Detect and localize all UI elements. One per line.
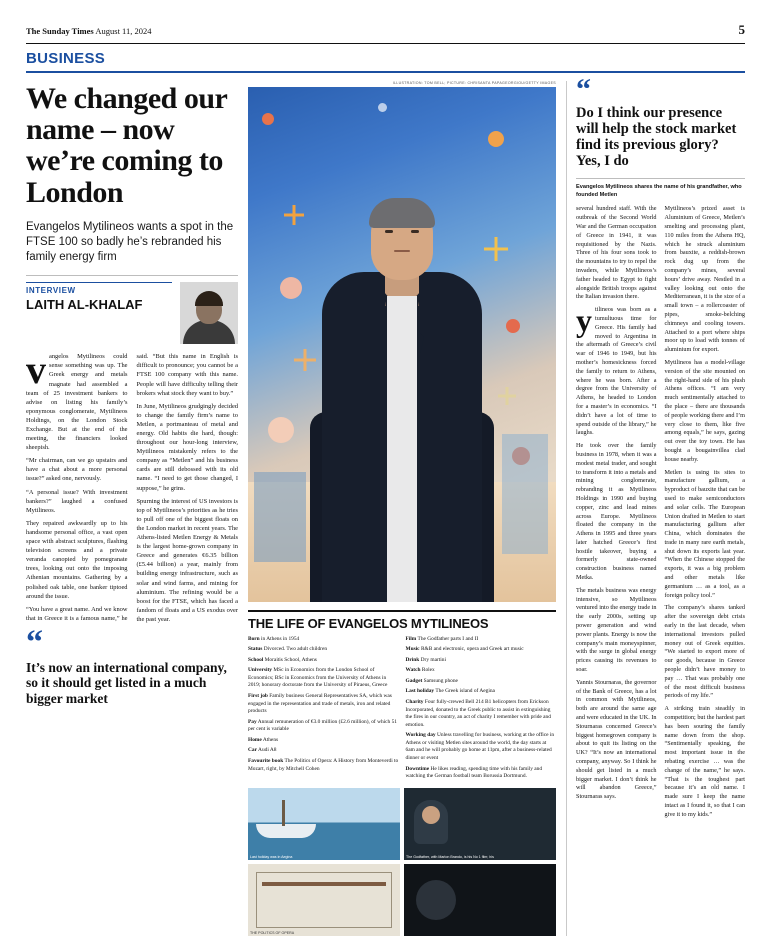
paragraph: The metals business was energy intensive, so Mytilineos ventured into the energy trade in the early 2000s, setting up power generation and wind power plants. Energy is now the company’s main moneyspinner, with the surge in global energy prices causing its revenues to soar. [576, 586, 657, 674]
fact-item: Watch Rolex [405, 667, 435, 674]
byline [26, 282, 238, 344]
fact-item: Music R&B and electronic, opera and Greek art music [405, 646, 524, 653]
paragraph: In June, Mytilineos grudgingly decided to change the family firm’s name to Metlen, a portmanteau of metal and energy. Old habits die hard, though: throughout our hour-long interview, Mytilineos mistakenly refers to the company as “Metlen” and his business cards are still debossed with its old name. “I need to get those changed, I suppose,” he grins. [136, 402, 238, 492]
thumbnail-misc [404, 864, 556, 936]
section-title: BUSINESS [26, 50, 106, 67]
thumbnail-grid [248, 788, 556, 936]
publication-name: The Sunday Times [26, 26, 94, 36]
fact-item: Pay Annual remuneration of €3.0 million (£2.6 million), of which 51 per cent is variable [248, 718, 397, 733]
fact-item: Film The Godfather parts I and II [405, 635, 479, 642]
page-grid [26, 73, 745, 935]
interview-kicker: INTERVIEW [26, 282, 172, 295]
author-name: LAITH AL-KHALAF [26, 297, 143, 313]
paragraph: “You have a great name. And we know that in Greece it is a famous name,” he said. “But this name in English is difficult to pronounce; you cannot be a FTSE 100 company with this name. People will have difficulty telling their brokers what stock they want to buy.” [26, 353, 238, 622]
column-left [26, 81, 238, 936]
column-middle [248, 81, 556, 936]
sidebar-headline: Do I think our presence will help the stock market find its previous glory? Yes, I do [576, 105, 737, 169]
thumbnail-book [248, 864, 400, 936]
paragraph: A striking train steadily in competition; but the hardest part has been souring the family name down from the shop. “Sentimentally speaking, the most important issue in the rebating exercise … was the change of the name,” he says. “That is the toughest part because it’s an old name. I made sure I keep the name intact as I found it, so that I can give it to my kids.” [664, 705, 745, 818]
paragraph: Metlen is using its sites to manufacture gallium, a byproduct of bauxite that can be used to make semiconductors and solar cells. The European Union drafted in Metlen to start manufacturing gallium after China, which dominates the trade in many rare earth metals, shut down its exports last year. “When the Chinese stopped the exports, it was a big problem and other metals like germanium … as a tool, as a foreign policy tool.” [664, 468, 745, 599]
thumbnail-caption: The Godfather, with Marlon Brando, is his No 1 film; his [406, 854, 494, 859]
avatar [180, 282, 238, 344]
paragraph: “Mr chairman, can we go upstairs and have a chat about a more personal issue?” asked one, nervously. [26, 457, 128, 483]
paragraph: Spurning the interest of US investors is top of Mytilineos’s priorities as he tries to pull off one of the biggest floats on the London market in recent years. The Athens-listed Metlen Energy & Metals is the largest home-grown company in Greece and generates €6.35 billion (£5.44 billion) a year, mainly from building energy infrastructure, such as solar and wind farms, and mining for aluminium. The refining would be a boost for the FTSE, which has faced a fandom of floats and a US exodus over the past year. [136, 497, 238, 623]
paragraph: They repaired awkwardly up to his handsome personal office, a vast open space with abstract sculptures, flashing television screens and a private veranda canopied by pomegranate trees, looking out onto the imposing Athenian mountains. Gathering by a polished oak table, one banker tiptoed around the issue. [26, 519, 128, 600]
fact-item: Drink Dry martini [405, 656, 446, 663]
page-title: We changed our name – now we’re coming to London [26, 82, 227, 209]
paragraph: He took over the family business in 1978, when it was a modest metal trader, and sought to transform it into a metals and mining conglomerate, rebranding it as Mytilineos Holdings in 1990 and buying copper, zinc and lead mines across Europe. Mytilineos floated the company in the Athens in 1995 and three years later hatched Greece’s first hostile takeover, buying a formerly state-owned construction business named Metka. [576, 442, 657, 582]
paragraph: The company’s shares tanked after the sovereign debt crisis early in the last decade, when international investors pulled money out of Greek equities. “We started to export more of our goods, because in Greece people didn’t have money to pay … That was probably one of the most difficult business periods of my life.” [664, 604, 745, 700]
masthead [26, 22, 745, 44]
fact-item: Last holiday The Greek island of Aegina [405, 688, 495, 695]
section-bar [26, 50, 745, 73]
fact-item: Downtime He likes reading, spending time with his family and watching the German football team Borussia Dortmund. [405, 765, 543, 780]
quote-mark-icon: “ [576, 73, 591, 106]
fact-item: Working day Unless travelling for business, working at the office in Athens or visiting Metlen sites around the world, the day starts at 6am and he will probably go home at 11pm, after a business-related dinner or event [405, 732, 555, 761]
fact-panel-col-left [248, 636, 399, 784]
paragraph: Mytilineos has a model-village version of the site mounted on the right-hand side of his plush Athens offices. “I am very much sentimentally attached to the place – there are thousands of people working there and I’m very close to them, like five among equals,” he says, gazing out over the toy town. He has bought a bougainvillea clad house nearby. [664, 358, 745, 463]
fact-item: Home Athens [248, 736, 279, 743]
fact-panel-col-right [406, 636, 557, 784]
thumbnail-caption: THE POLITICS OF OPERA [250, 930, 295, 935]
photo-credit: ILLUSTRATION: TOM BELL; PICTURE: CHRISANTA PAPAGEORGIOU/GETTY IMAGES [392, 81, 556, 85]
sidebar-kicker: Evangelos Mytilineos shares the name of his grandfather, who founded Metlen [576, 183, 742, 198]
sidebar-body [576, 205, 745, 819]
fact-item: Status Divorced. Two adult children [248, 646, 328, 653]
pull-quote [26, 624, 238, 706]
paragraph: “A personal issue? With investment bankers?” laughed a confused Mytilineos. [26, 488, 128, 514]
paragraph: ytilineos was born as a tumultuous time for Greece. His family had moved to Argentina in the aftermath of Greece’s civil war of 1946 to 1949, but his mother’s homesickness forced the family to return to Athens, where he was born. After a degree from the University of Athens, he headed to London for a master’s in economics. “I didn’t have a lot of time to spend outside of the library,” he laughs. [576, 302, 657, 437]
fact-item: First job Family business General Representatives SA, which was engaged in the representation and trade of metals, iron and related products [248, 693, 392, 715]
fact-panel [248, 610, 556, 936]
divider [576, 178, 745, 179]
article-body-left [26, 347, 238, 625]
fact-item: Gadget Samsung phone [405, 677, 458, 684]
page-number: 5 [738, 22, 745, 37]
thumbnail-aegina [248, 788, 400, 860]
fact-panel-title: THE LIFE OF EVANGELOS MYTILINEOS [248, 616, 489, 631]
divider [26, 275, 238, 276]
pull-quote-text: It’s now an international company, so it should get listed in a much bigger market [26, 659, 227, 706]
paragraph: Mytilineos’s prized asset is Aluminium of Greece, Metlen’s smelting and processing plant, 110 miles from the Athens HQ, which he struck aluminium from bauxite, a reddish-brown rock dug up from the company’s mines, several hours’ drive away. Nestled in a valley looking out onto the Mediterranean, it is the size of a small town – a rollercoaster of pipes, smoke-belching chimneys and cooling towers. Attached to a port where ships moor up to load with tonnes of aluminium for export. [664, 205, 745, 354]
thumbnail-caption: Last holiday was in Aegina [250, 854, 293, 859]
column-right [566, 73, 745, 936]
fact-item: Charity Four fully-crewed Bell 214 B1 helicopters from Erickson Incorporated, donated to the Greek public to assist in extinguishing the fires in our country, an act of charity I remember with pride and emotion. [405, 699, 551, 728]
paragraph: vangelos Mytilineos could sense something was up. The Greek energy and metals magnate had assembled a team of 25 investment bankers to advise on listing his family’s eponymous conglomerate, Mytilineos Holdings, on the London Stock Exchange. But at the end of the meeting, the financiers looked sheepish. [26, 347, 128, 452]
paragraph: several hundred staff. With the outbreak of the Second World War and the German occupation of Greece in 1941, it was requisitioned by the Nazis. Three of his four sons took to the mountains to try to repel the invaders, while Mytilineos’s father headed to Egypt to fight alongside British troops against the Italian invasion there. [576, 205, 657, 301]
fact-item: University MSc in Economics from the London School of Economics; BSc in Economics from the University of Athens in 2019; honorary doctorate from the University of Piraeus, Greece [248, 667, 388, 689]
fact-item: Favourite book The Politics of Opera: A History from Monteverdi to Mozart, right, by Mitchell Cohen [248, 757, 399, 772]
quote-mark-icon: “ [26, 624, 43, 662]
fact-item: School Moraitis School, Athens [248, 656, 317, 663]
fact-item: Car Audi A8 [248, 747, 277, 754]
portrait-figure [308, 182, 496, 602]
publication-date: August 11, 2024 [95, 26, 152, 36]
thumbnail-godfather [404, 788, 556, 860]
standfirst: Evangelos Mytilineos wants a spot in the FTSE 100 so badly he’s rebranded his family energy firm [26, 220, 234, 264]
fact-item: Born in Athens in 1954 [248, 635, 300, 642]
masthead-left [26, 26, 152, 36]
paragraph: Yannis Stournaras, the governor of the Bank of Greece, has a lot in common with Mytilineos, both are around the same age and were educated in the UK. In Stournaras concerned Greece’s biggest homegrown company is about to quit its listing on the UK? “It’s now an international company, anyway. So I think he should get listed in a much bigger market. I don’t think he will abandon Greece,” Stournaras says. [576, 678, 657, 801]
hero-illustration [248, 87, 556, 602]
